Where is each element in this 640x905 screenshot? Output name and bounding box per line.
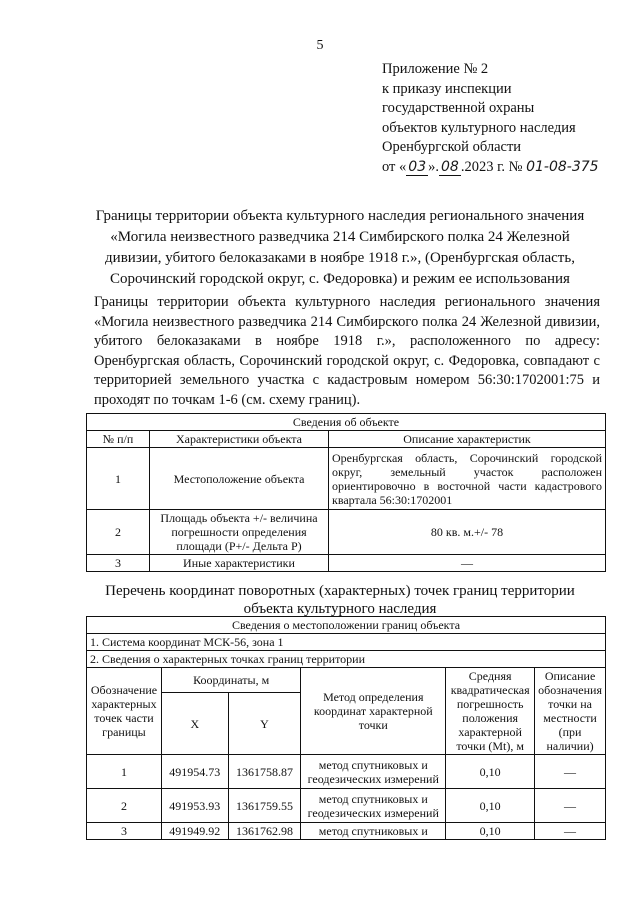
point-method: метод спутниковых и геодезических измерений [301,755,446,789]
appendix-date-line [382,158,599,178]
document-title [80,206,600,290]
appendix-line-2: к приказу инспекции [382,80,512,97]
point-error: 0,10 [446,823,535,840]
header-y: Y [228,693,301,755]
header-method: Метод определения координат характерной точки [301,668,446,755]
row-name: Иные характеристики [150,555,329,572]
title-line-4: Сорочинский городской округ, с. Федоровка) и режим ее использования [110,271,570,287]
row-num: 2 [87,510,150,555]
header-error: Средняя квадратическая погрешность положения характерной точки (Mt), м [446,668,535,755]
coord-system: 1. Система координат МСК-56, зона 1 [87,634,606,651]
point-location: — [535,823,606,840]
point-id: 2 [87,789,162,823]
header-coords: Координаты, м [161,668,300,693]
title-line-2: «Могила неизвестного разведчика 214 Симбирского полка 24 Железной [110,229,570,245]
point-method: метод спутниковых и геодезических измерений [301,789,446,823]
header-x: X [161,693,228,755]
coords-title-line-2: объекта культурного наследия [243,601,437,617]
coords-table [86,616,606,840]
row-num: 1 [87,448,150,510]
point-location: — [535,789,606,823]
object-info-table [86,413,606,572]
point-y: 1361759.55 [228,789,301,823]
point-x: 491949.92 [161,823,228,840]
row-desc: 80 кв. м.+/- 78 [329,510,606,555]
row-name: Площадь объекта +/- величина погрешности определения площади (Р+/- Дельта Р) [150,510,329,555]
date-day: 03 [408,158,427,175]
header-characteristic: Характеристики объекта [150,431,329,448]
date-month: 08 [440,158,459,175]
appendix-block [382,60,599,177]
boundaries-paragraph: Границы территории объекта культурного наследия регионального значения «Могила неизвестного разведчика 214 Симбирского полка 24 Железной дивизии, убитого белоказаками в ноябре 1918 г.», расположенного по адресу: Оренбургская область, Сорочинский городской округ, с. Федоровка, совпадают с территорией земельного участка с кадастровым номером 56:30:1702001:75 и проходят по точкам 1-6 (см. схему границ). [94,294,600,408]
point-y: 1361762.98 [228,823,301,840]
appendix-line-5: Оренбургской области [382,139,522,155]
title-line-1: Границы территории объекта культурного наследия регионального значения [95,208,585,224]
header-location: Описание обозначения точки на местности (при наличии) [535,668,606,755]
page-number: 5 [316,38,324,53]
title-line-3: дивизии, убитого белоказаками в ноябре 1918 г.», (Оренбургская область, [105,250,575,266]
date-year: .2023 г. № [460,158,523,175]
point-error: 0,10 [446,789,535,823]
header-description: Описание характеристик [329,431,606,448]
row-name: Местоположение объекта [150,448,329,510]
appendix-line-3: государственной охраны [382,100,535,116]
coords-title-line-1: Перечень координат поворотных (характерных) точек границ территории [105,583,575,599]
point-y: 1361758.87 [228,755,301,789]
object-table-caption: Сведения об объекте [87,414,606,431]
point-x: 491954.73 [161,755,228,789]
date-sep: ». [428,158,439,175]
appendix-line-4: объектов культурного наследия [382,119,576,136]
header-designation: Обозначение характерных точек части границы [87,668,162,755]
point-location: — [535,755,606,789]
point-method: метод спутниковых и [301,823,446,840]
date-prefix: от « [382,158,407,175]
coords-title [80,582,600,618]
row-num: 3 [87,555,150,572]
point-x: 491953.93 [161,789,228,823]
points-caption: 2. Сведения о характерных точках границ территории [87,651,606,668]
point-id: 3 [87,823,162,840]
coords-table-caption: Сведения о местоположении границ объекта [87,617,606,634]
order-number: 01-08-375 [526,158,599,175]
appendix-line-1: Приложение № 2 [382,61,489,77]
point-id: 1 [87,755,162,789]
row-desc: — [329,555,606,572]
header-num: № п/п [87,431,150,448]
row-desc: Оренбургская область, Сорочинский городской округ, земельный участок расположен ориентировочно в восточной части кадастрового квартала 56:30:1702001 [329,448,606,510]
point-error: 0,10 [446,755,535,789]
